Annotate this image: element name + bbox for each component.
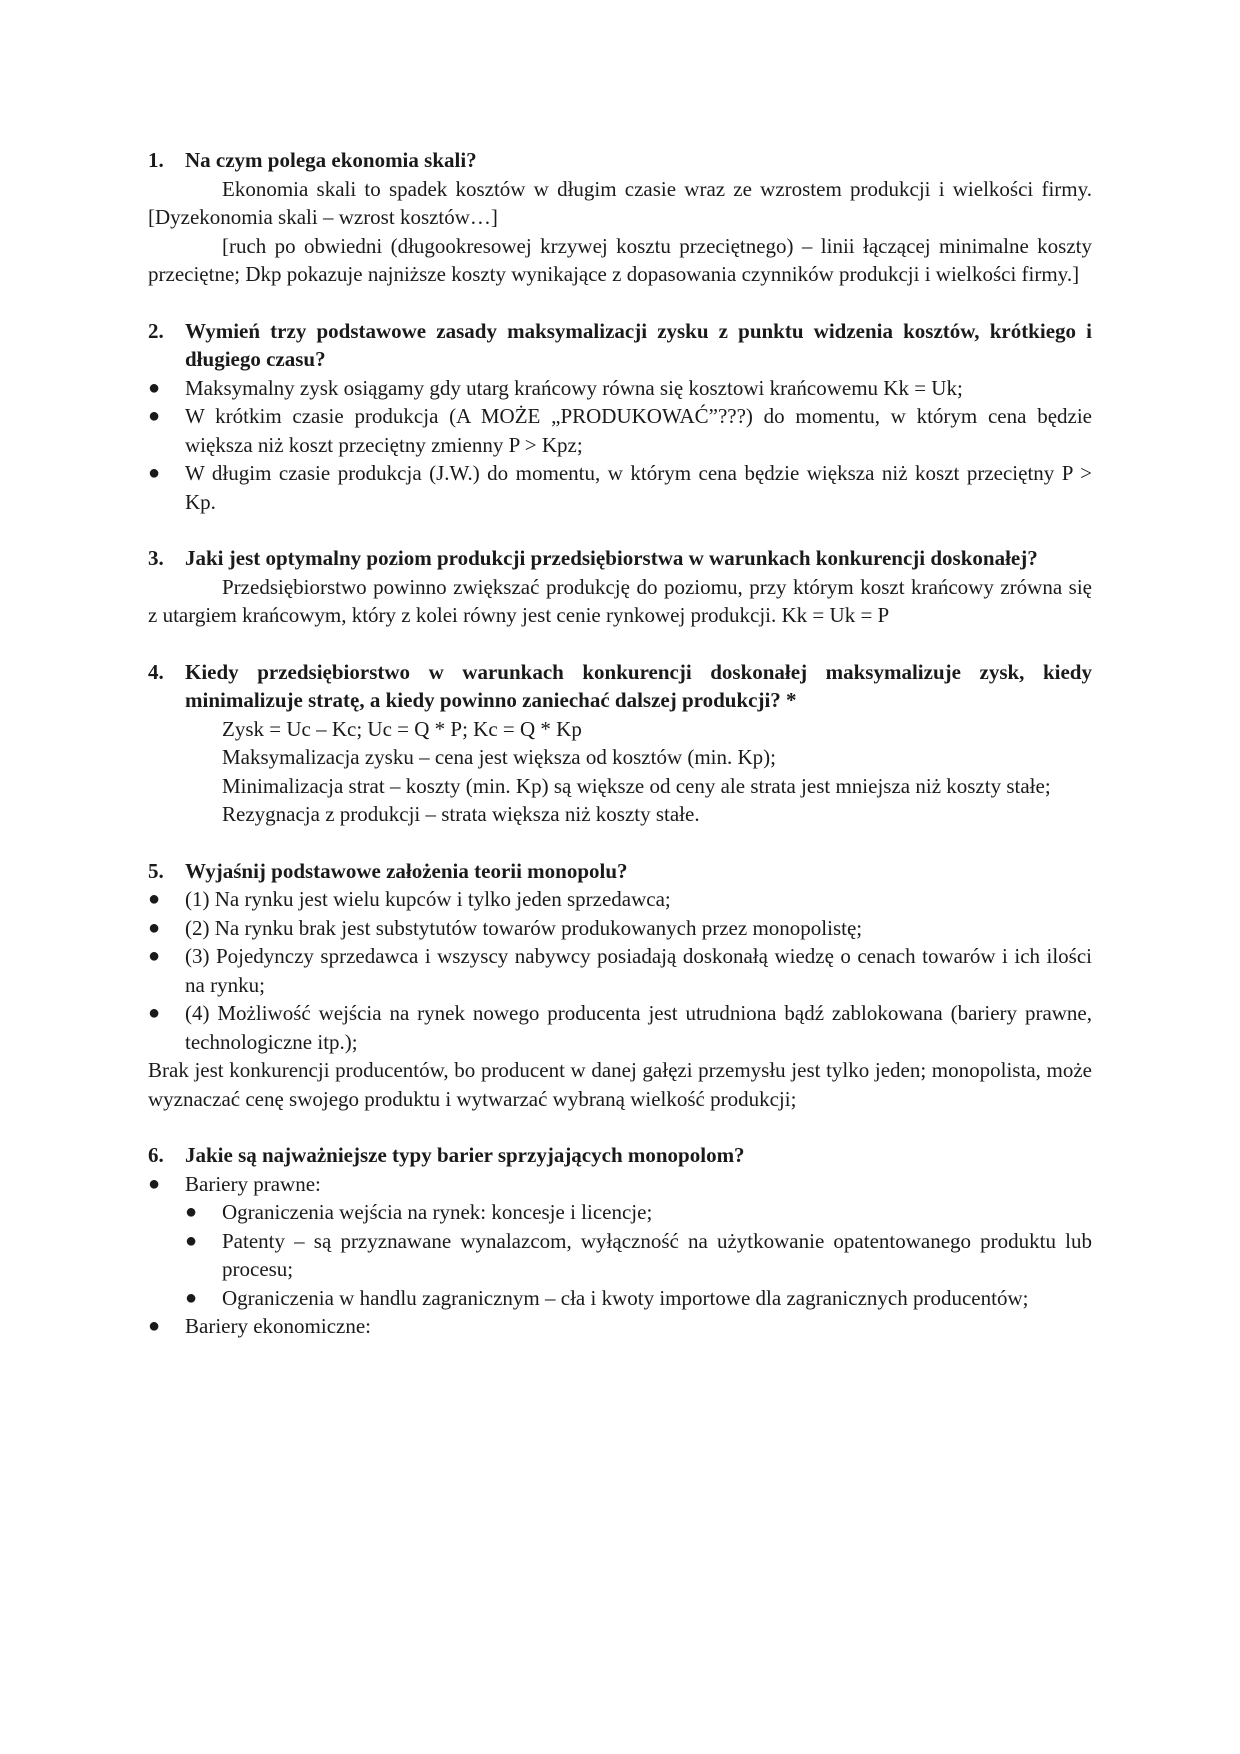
list-item-text: W krótkim czasie produkcja (A MOŻE „PRODUKOWAĆ”???) do momentu, w którym cena będzie większa niż koszt przeciętny zmienny P > Kpz; <box>185 404 1092 457</box>
question-heading <box>148 544 1092 573</box>
section-4 <box>148 658 1092 829</box>
sub-list-item <box>148 1284 1092 1313</box>
sub-list-item-text: Patenty – są przyznawane wynalazcom, wyłączność na użytkowanie opatentowanego produktu lub procesu; <box>222 1228 1092 1281</box>
section-1 <box>148 146 1092 289</box>
question-text: Na czym polega ekonomia skali? <box>185 148 477 172</box>
list-item <box>148 1312 1092 1341</box>
bullet-icon: ● <box>148 462 161 484</box>
answer-paragraph: Rezygnacja z produkcji – strata większa niż koszty stałe. <box>222 802 700 826</box>
list-item <box>148 1170 1092 1199</box>
question-heading <box>148 317 1092 374</box>
question-number: 2. <box>148 318 164 343</box>
question-number: 5. <box>148 858 164 883</box>
answer-paragraph: Minimalizacja strat – koszty (min. Kp) są większe od ceny ale strata jest mniejsza niż koszty stałe; <box>222 773 1051 798</box>
list-item-text: (2) Na rynku brak jest substytutów towarów produkowanych przez monopolistę; <box>185 915 863 940</box>
question-text: Wymień trzy podstawowe zasady maksymalizacji zysku z punktu widzenia kosztów, krótkiego i długiego czasu? <box>185 318 1092 371</box>
section-6 <box>148 1141 1092 1341</box>
sub-list-item-text: Ograniczenia w handlu zagranicznym – cła i kwoty importowe dla zagranicznych producentów; <box>222 1285 1029 1310</box>
bullet-icon: ● <box>148 1172 161 1195</box>
list-item-text: Bariery ekonomiczne: <box>185 1314 372 1338</box>
bullet-icon: ● <box>148 1315 161 1337</box>
question-heading <box>148 146 1092 175</box>
list-item <box>148 374 1092 403</box>
question-text: Wyjaśnij podstawowe założenia teorii monopolu? <box>185 858 628 883</box>
section-5 <box>148 857 1092 1114</box>
list-item <box>148 402 1092 459</box>
question-heading <box>148 658 1092 715</box>
list-item-text: Bariery prawne: <box>185 1171 321 1196</box>
bullet-icon: ● <box>148 405 161 427</box>
list-item-text: Maksymalny zysk osiągamy gdy utarg krańcowy równa się kosztowi krańcowemu Kk = Uk; <box>185 375 963 400</box>
bullet-icon: ● <box>148 888 161 910</box>
question-number: 3. <box>148 546 164 570</box>
bullet-icon: ● <box>148 376 161 399</box>
answer-paragraph: Maksymalizacja zysku – cena jest większa od kosztów (min. Kp); <box>222 745 777 769</box>
list-item-text: (4) Możliwość wejścia na rynek nowego producenta jest utrudniona bądź zablokowana (bariery prawne, technologiczne itp.); <box>185 1001 1092 1054</box>
answer-paragraph: Przedsiębiorstwo powinno zwiększać produkcję do poziomu, przy którym koszt krańcowy zrówna się z utargiem krańcowym, który z kolei równy jest cenie rynkowej produkcji. Kk = Uk = P <box>148 574 1092 627</box>
list-item <box>148 885 1092 914</box>
sub-list-item <box>148 1227 1092 1284</box>
list-item-text: (1) Na rynku jest wielu kupców i tylko jeden sprzedawca; <box>185 887 671 911</box>
list-item <box>148 999 1092 1056</box>
question-text: Jakie są najważniejsze typy barier sprzyjających monopolom? <box>185 1143 745 1167</box>
question-heading <box>148 1141 1092 1170</box>
question-number: 6. <box>148 1143 164 1167</box>
list-item <box>148 942 1092 999</box>
sub-bullet-icon: ● <box>185 1229 198 1252</box>
document-page <box>148 146 1092 1369</box>
question-number: 1. <box>148 148 164 172</box>
bullet-list <box>148 374 1092 517</box>
sub-bullet-icon: ● <box>185 1286 198 1309</box>
answer-paragraph: [ruch po obwiedni (długookresowej krzywej kosztu przeciętnego) – linii łączącej minimalne koszty przeciętne; Dkp pokazuje najniższe koszty wynikające z dopasowania czynników produkcji i wielkości firmy.] <box>148 233 1092 286</box>
question-text: Jaki jest optymalny poziom produkcji przedsiębiorstwa w warunkach konkurencji doskonałej? <box>185 546 1038 570</box>
question-number: 4. <box>148 659 164 684</box>
sub-bullet-icon: ● <box>185 1201 198 1223</box>
section-3 <box>148 544 1092 630</box>
list-item-text: W długim czasie produkcja (J.W.) do momentu, w którym cena będzie większa niż koszt przeciętny P > Kp. <box>185 461 1092 514</box>
answer-paragraph: Ekonomia skali to spadek kosztów w długim czasie wraz ze wzrostem produkcji i wielkości firmy. [Dyzekonomia skali – wzrost kosztów…] <box>148 176 1092 229</box>
bullet-list <box>148 1170 1092 1341</box>
bullet-icon: ● <box>148 945 161 967</box>
closing-paragraph: Brak jest konkurencji producentów, bo producent w danej gałęzi przemysłu jest tylko jeden; monopolista, może wyznaczać cenę swojego produktu i wytwarzać wybraną wielkość produkcji; <box>148 1058 1092 1111</box>
sub-list-item <box>148 1198 1092 1227</box>
question-heading <box>148 857 1092 886</box>
bullet-icon: ● <box>148 916 161 939</box>
list-item <box>148 459 1092 516</box>
bullet-icon: ● <box>148 1002 161 1024</box>
list-item-text: (3) Pojedynczy sprzedawca i wszyscy nabywcy posiadają doskonałą wiedzę o cenach towarów i ich ilości na rynku; <box>185 944 1092 997</box>
answer-paragraph: Zysk = Uc – Kc; Uc = Q * P; Kc = Q * Kp <box>222 716 582 741</box>
question-text: Kiedy przedsiębiorstwo w warunkach konkurencji doskonałej maksymalizuje zysk, kiedy minimalizuje stratę, a kiedy powinno zaniechać dalszej produkcji? * <box>185 659 1092 712</box>
sub-list-item-text: Ograniczenia wejścia na rynek: koncesje i licencje; <box>222 1200 653 1224</box>
list-item <box>148 914 1092 943</box>
bullet-list <box>148 885 1092 1056</box>
section-2 <box>148 317 1092 517</box>
